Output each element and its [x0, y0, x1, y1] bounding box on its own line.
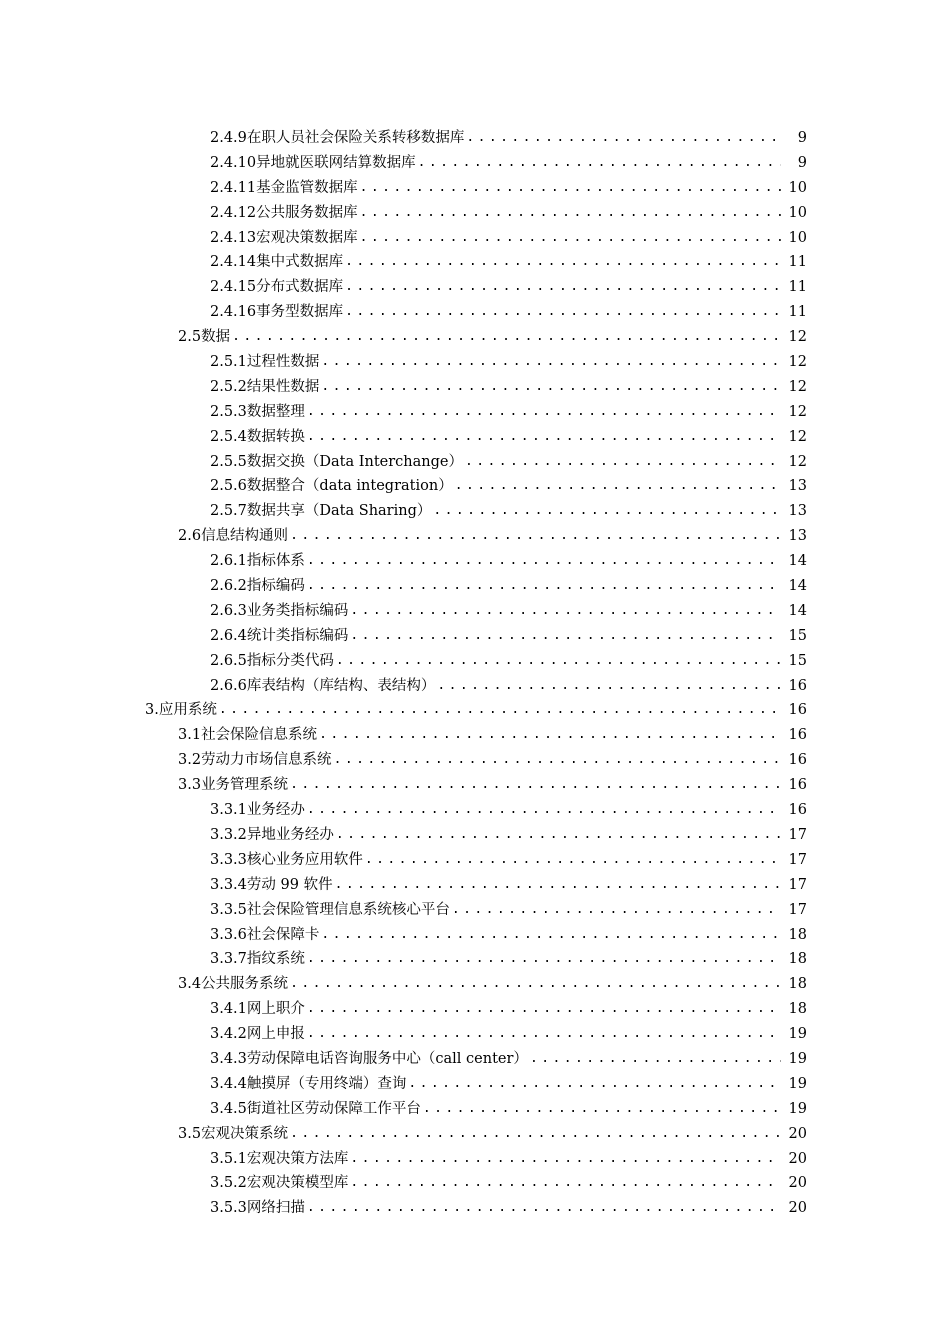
toc-page-number: 19	[788, 1026, 807, 1043]
toc-entry-title: 劳动保障电话咨询服务中心（call center）	[246, 1050, 528, 1067]
toc-dot-leader	[290, 972, 781, 997]
toc-entry[interactable]	[210, 499, 950, 524]
toc-entry[interactable]	[210, 823, 950, 848]
toc-dot-leader	[334, 748, 781, 773]
toc-dot-leader	[307, 574, 781, 599]
toc-entry-number: 3.4.4	[210, 1075, 247, 1092]
toc-entry-number: 3.5	[178, 1125, 202, 1142]
toc-dot-leader	[290, 1122, 781, 1147]
toc-entry-title: 数据共享（Data Sharing）	[246, 503, 432, 520]
toc-page-number: 13	[788, 528, 807, 545]
toc-entry-number: 3.4.5	[210, 1100, 247, 1117]
toc-entry-number: 2.5.4	[210, 428, 247, 445]
toc-entry-title: 库表结构（库结构、表结构）	[246, 677, 436, 694]
toc-page-number: 17	[788, 851, 807, 868]
toc-entry-number: 2.6.1	[210, 553, 247, 570]
toc-entry[interactable]	[210, 1171, 950, 1196]
toc-entry[interactable]	[210, 997, 950, 1022]
toc-page-number: 17	[788, 901, 807, 918]
toc-entry-title: 社会保险管理信息系统核心平台	[246, 901, 450, 918]
toc-dot-leader	[433, 499, 781, 524]
toc-entry[interactable]	[210, 151, 950, 176]
toc-entry-number: 2.6.3	[210, 602, 247, 619]
toc-entry-title: 数据整理	[246, 403, 305, 420]
toc-entry[interactable]	[210, 599, 950, 624]
toc-dot-leader	[307, 549, 781, 574]
toc-dot-leader	[350, 599, 781, 624]
toc-entry-title: 社会保障卡	[246, 926, 320, 943]
toc-page-number: 12	[788, 428, 807, 445]
toc-entry-title: 基金监管数据库	[256, 179, 358, 196]
toc-dot-leader	[307, 997, 781, 1022]
toc-entry-number: 3.3.5	[210, 901, 247, 918]
toc-entry-title: 应用系统	[158, 702, 217, 719]
toc-entry[interactable]	[210, 400, 950, 425]
toc-entry-title: 数据	[201, 329, 231, 346]
toc-entry-title: 网上职介	[246, 1001, 305, 1018]
toc-dot-leader	[345, 300, 781, 325]
toc-dot-leader	[408, 1072, 781, 1097]
toc-dot-leader	[365, 848, 781, 873]
toc-dot-leader	[307, 425, 781, 450]
toc-entry-title: 网上申报	[246, 1026, 305, 1043]
toc-entry[interactable]	[210, 649, 950, 674]
toc-dot-leader	[465, 450, 781, 475]
toc-entry-title: 结果性数据	[246, 378, 320, 395]
toc-page-number: 18	[788, 1001, 807, 1018]
toc-dot-leader	[350, 624, 781, 649]
toc-entry[interactable]	[210, 425, 950, 450]
toc-entry-title: 触摸屏（专用终端）查询	[246, 1075, 407, 1092]
toc-entry[interactable]	[210, 1097, 950, 1122]
toc-entry-title: 过程性数据	[246, 354, 320, 371]
toc-dot-leader	[321, 923, 781, 948]
toc-dot-leader	[350, 1171, 781, 1196]
toc-entry-number: 2.5.2	[210, 378, 247, 395]
toc-entry[interactable]	[210, 1047, 950, 1072]
toc-entry-title: 宏观决策数据库	[256, 229, 358, 246]
toc-entry-title: 业务管理系统	[201, 777, 289, 794]
toc-dot-leader	[437, 674, 781, 699]
toc-dot-leader	[336, 649, 781, 674]
toc-page-number: 12	[788, 403, 807, 420]
toc-entry[interactable]	[210, 674, 950, 699]
toc-entry[interactable]	[210, 873, 950, 898]
toc-entry-title: 宏观决策系统	[201, 1125, 289, 1142]
toc-entry-number: 2.6	[178, 528, 202, 545]
toc-entry-title: 指纹系统	[246, 951, 305, 968]
toc-dot-leader	[360, 201, 781, 226]
toc-entry-title: 网络扫描	[246, 1200, 305, 1217]
toc-dot-leader	[455, 474, 781, 499]
toc-entry-title: 在职人员社会保险关系转移数据库	[246, 130, 465, 146]
toc-entry-title: 核心业务应用软件	[246, 851, 363, 868]
toc-entry[interactable]	[210, 226, 950, 251]
toc-dot-leader	[360, 226, 781, 251]
toc-entry-number: 3.3.7	[210, 951, 247, 968]
toc-entry-number: 2.5	[178, 329, 202, 346]
toc-entry-title: 公共服务数据库	[256, 204, 358, 221]
toc-dot-leader	[335, 873, 781, 898]
toc-entry-title: 数据交换（Data Interchange）	[246, 453, 463, 470]
toc-entry-title: 业务经办	[246, 802, 305, 819]
toc-page-number: 16	[788, 727, 807, 744]
toc-page-number: 12	[788, 378, 807, 395]
toc-entry-title: 信息结构通则	[201, 528, 289, 545]
toc-entry[interactable]	[210, 574, 950, 599]
toc-dot-leader	[530, 1047, 781, 1072]
toc-entry-title: 指标编码	[246, 578, 305, 595]
toc-entry-title: 社会保险信息系统	[201, 727, 318, 744]
toc-entry-number: 3.3.2	[210, 826, 247, 843]
toc-entry[interactable]	[210, 126, 950, 151]
toc-dot-leader	[336, 823, 781, 848]
toc-dot-leader	[418, 151, 781, 176]
toc-entry-title: 公共服务系统	[201, 976, 289, 993]
toc-page-number: 18	[788, 951, 807, 968]
toc-entry[interactable]	[210, 798, 950, 823]
toc-entry-number: 2.5.1	[210, 354, 247, 371]
toc-entry[interactable]	[210, 549, 950, 574]
toc-entry-number: 2.4.10	[210, 154, 257, 171]
toc-dot-leader	[307, 1196, 781, 1221]
toc-entry[interactable]	[178, 1122, 950, 1147]
toc-entry[interactable]	[210, 450, 950, 475]
toc-entry-title: 指标体系	[246, 553, 305, 570]
toc-page-number: 16	[788, 752, 807, 769]
toc-entry[interactable]	[210, 375, 950, 400]
toc-page-number: 11	[788, 304, 807, 321]
toc-entry-title: 指标分类代码	[246, 652, 334, 669]
toc-entry-number: 3.3.3	[210, 851, 247, 868]
toc-page-number: 19	[788, 1100, 807, 1117]
toc-page-number: 18	[788, 926, 807, 943]
toc-entry[interactable]	[210, 1196, 950, 1221]
toc-entry-number: 3.2	[178, 752, 202, 769]
toc-page-number: 16	[788, 802, 807, 819]
toc-entry[interactable]	[178, 524, 950, 549]
toc-entry[interactable]	[178, 748, 950, 773]
toc-entry-number: 2.6.6	[210, 677, 247, 694]
toc-entry-title: 数据整合（data integration）	[246, 478, 453, 495]
toc-entry-number: 2.4.11	[210, 179, 257, 196]
toc-entry[interactable]	[210, 176, 950, 201]
toc-entry[interactable]	[210, 350, 950, 375]
toc-entry[interactable]	[210, 250, 950, 275]
toc-entry-number: 2.4.14	[210, 254, 257, 271]
toc-entry-number: 3.4.3	[210, 1050, 247, 1067]
toc-entry-title: 分布式数据库	[256, 279, 344, 296]
toc-entry-title: 街道社区劳动保障工作平台	[246, 1100, 421, 1117]
toc-dot-leader	[290, 524, 781, 549]
toc-entry-number: 3.3.4	[210, 876, 247, 893]
toc-page-number: 10	[788, 179, 807, 196]
toc-dot-leader	[319, 723, 781, 748]
toc-page-number: 9	[797, 154, 807, 171]
toc-entry[interactable]	[210, 923, 950, 948]
toc-entry[interactable]	[210, 300, 950, 325]
toc-entry[interactable]	[210, 1022, 950, 1047]
toc-entry-title: 业务类指标编码	[246, 602, 349, 619]
toc-dot-leader	[350, 1147, 781, 1172]
toc-entry[interactable]	[210, 1147, 950, 1172]
toc-dot-leader	[219, 698, 781, 723]
toc-page-number: 12	[788, 453, 807, 470]
toc-entry-title: 事务型数据库	[256, 304, 344, 321]
toc-dot-leader	[321, 350, 781, 375]
toc-page-number: 12	[788, 329, 807, 346]
toc-page-number: 17	[788, 826, 807, 843]
toc-dot-leader	[360, 176, 781, 201]
toc-dot-leader	[290, 773, 781, 798]
toc-dot-leader	[452, 898, 781, 923]
toc-dot-leader	[345, 275, 781, 300]
toc-entry-number: 3.5.2	[210, 1175, 247, 1192]
toc-page-number: 13	[788, 503, 807, 520]
toc-entry-number: 2.6.4	[210, 627, 247, 644]
toc-page-number: 20	[788, 1150, 807, 1167]
toc-page-number: 9	[797, 130, 807, 146]
toc-entry-title: 劳动力市场信息系统	[201, 752, 332, 769]
toc-page-number: 14	[788, 553, 807, 570]
toc-entry-number: 2.5.7	[210, 503, 247, 520]
toc-entry-number: 2.6.2	[210, 578, 247, 595]
toc-page-number: 19	[788, 1050, 807, 1067]
toc-entry-number: 3.3.1	[210, 802, 247, 819]
toc-entry[interactable]	[210, 275, 950, 300]
toc-dot-leader	[307, 400, 781, 425]
toc-page-number: 16	[788, 777, 807, 794]
toc-entry-title: 劳动 99 软件	[246, 876, 333, 893]
toc-dot-leader	[307, 1022, 781, 1047]
toc-dot-leader	[466, 126, 781, 151]
toc-entry[interactable]	[178, 723, 950, 748]
toc-page-number: 10	[788, 204, 807, 221]
toc-entry-title: 数据转换	[246, 428, 305, 445]
toc-entry-number: 3.3	[178, 777, 202, 794]
toc-page-number: 16	[788, 702, 807, 719]
toc-page-number: 20	[788, 1200, 807, 1217]
toc-entry[interactable]	[210, 898, 950, 923]
toc-entry-number: 2.4.12	[210, 204, 257, 221]
toc-page-number: 10	[788, 229, 807, 246]
toc-page-number: 18	[788, 976, 807, 993]
toc-entry-number: 3.4.1	[210, 1001, 247, 1018]
toc-entry-number: 2.5.5	[210, 453, 247, 470]
toc-entry-number: 3.5.1	[210, 1150, 247, 1167]
toc-page-number: 17	[788, 876, 807, 893]
toc-entry[interactable]	[210, 624, 950, 649]
toc-page-number: 20	[788, 1125, 807, 1142]
toc-page-number: 15	[788, 652, 807, 669]
toc-entry-title: 异地业务经办	[246, 826, 334, 843]
toc-entry-number: 3.4	[178, 976, 202, 993]
toc-dot-leader	[321, 375, 781, 400]
toc-page-number: 15	[788, 627, 807, 644]
toc-entry-number: 2.4.13	[210, 229, 257, 246]
toc-dot-leader	[232, 325, 781, 350]
toc-entry-number: 3.3.6	[210, 926, 247, 943]
toc-entry-title: 宏观决策模型库	[246, 1175, 349, 1192]
toc-dot-leader	[307, 947, 781, 972]
toc-page-number: 12	[788, 354, 807, 371]
toc-page-number: 11	[788, 279, 807, 296]
toc-entry[interactable]	[178, 972, 950, 997]
toc-dot-leader	[307, 798, 781, 823]
toc-page-number: 14	[788, 602, 807, 619]
toc-entry-title: 异地就医联网结算数据库	[256, 154, 416, 171]
toc-entry[interactable]	[210, 848, 950, 873]
toc-entry-title: 统计类指标编码	[246, 627, 349, 644]
toc-entry[interactable]	[178, 325, 950, 350]
toc-page-number: 11	[788, 254, 807, 271]
toc-entry[interactable]	[145, 698, 950, 723]
toc-entry-number: 3.1	[178, 727, 202, 744]
toc-entry-number: 2.4.16	[210, 304, 257, 321]
toc-entry-number: 2.4.15	[210, 279, 257, 296]
toc-entry-number: 2.5.6	[210, 478, 247, 495]
toc-entry-title: 集中式数据库	[256, 254, 344, 271]
toc-entry-number: 2.6.5	[210, 652, 247, 669]
toc-entry[interactable]	[178, 773, 950, 798]
toc-entry-number: 3.4.2	[210, 1026, 247, 1043]
toc-entry[interactable]	[210, 1072, 950, 1097]
toc-page-number: 13	[788, 478, 807, 495]
toc-entry-number: 2.4.9	[210, 130, 247, 146]
toc-dot-leader	[345, 250, 781, 275]
table-of-contents	[0, 126, 950, 1221]
toc-entry-number: 3.5.3	[210, 1200, 247, 1217]
toc-entry-number: 2.5.3	[210, 403, 247, 420]
toc-page-number: 14	[788, 578, 807, 595]
toc-dot-leader	[423, 1097, 781, 1122]
toc-page-number: 20	[788, 1175, 807, 1192]
toc-entry-title: 宏观决策方法库	[246, 1150, 349, 1167]
toc-entry[interactable]	[210, 201, 950, 226]
toc-page-number: 19	[788, 1075, 807, 1092]
toc-page-number: 16	[788, 677, 807, 694]
toc-entry-number: 3.	[145, 702, 159, 719]
toc-entry[interactable]	[210, 474, 950, 499]
toc-entry[interactable]	[210, 947, 950, 972]
